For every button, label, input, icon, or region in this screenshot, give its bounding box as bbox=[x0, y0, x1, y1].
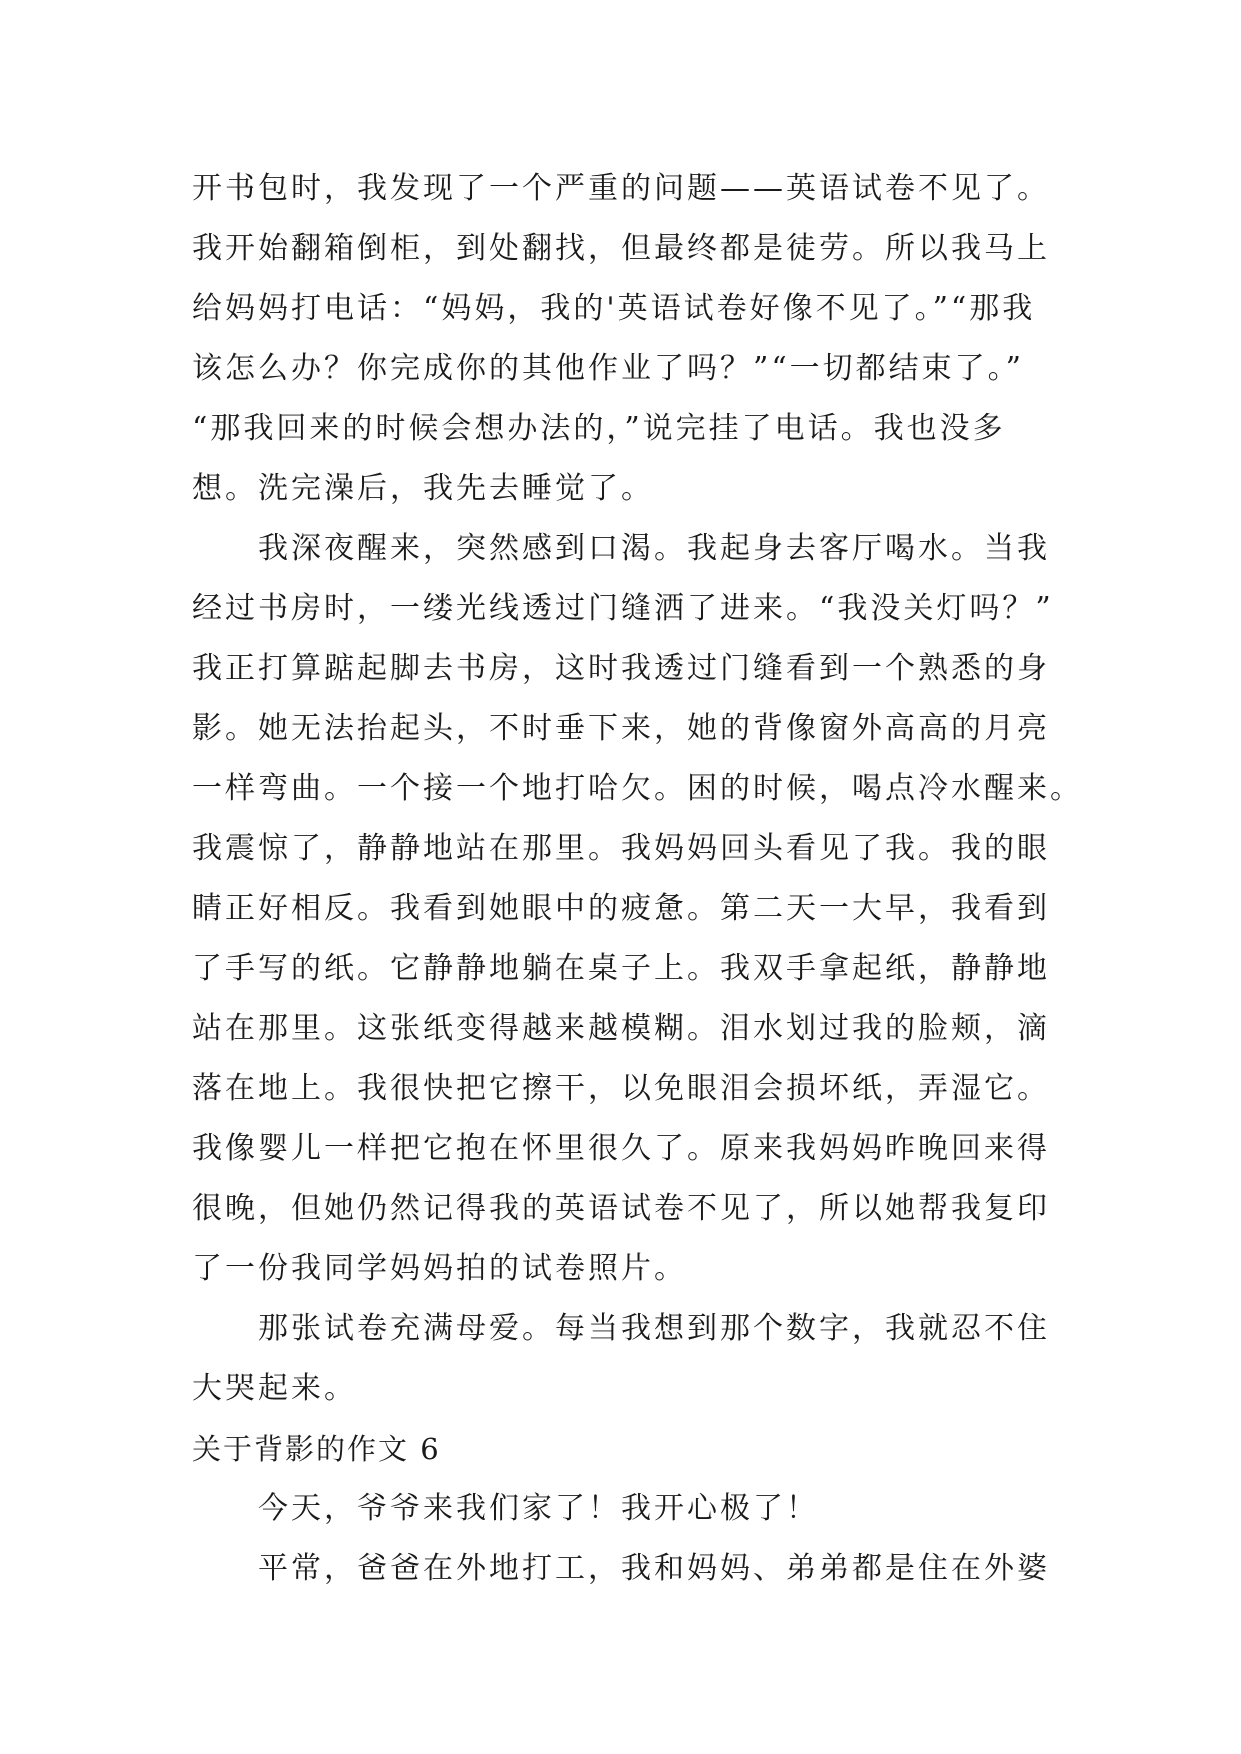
text-line: 那张试卷充满母爱。每当我想到那个数字，我就忍不住 bbox=[192, 1311, 1050, 1346]
text-line: 我像婴儿一样把它抱在怀里很久了。原来我妈妈昨晚回来得 bbox=[192, 1131, 1050, 1166]
text-line: 经过书房时，一缕光线透过门缝洒了进来。“我没关灯吗？” bbox=[192, 591, 1054, 626]
text-line: 了一份我同学妈妈拍的试卷照片。 bbox=[192, 1251, 687, 1286]
text-line: 我震惊了，静静地站在那里。我妈妈回头看见了我。我的眼 bbox=[192, 831, 1050, 866]
text-line: 站在那里。这张纸变得越来越模糊。泪水划过我的脸颊，滴 bbox=[192, 1011, 1050, 1046]
text-line: 我正打算踮起脚去书房，这时我透过门缝看到一个熟悉的身 bbox=[192, 651, 1050, 686]
text-line: 给妈妈打电话：“妈妈，我的'英语试卷好像不见了。”“那我 bbox=[192, 291, 1036, 326]
text-line: 很晚，但她仍然记得我的英语试卷不见了，所以她帮我复印 bbox=[192, 1191, 1050, 1226]
text-line: 大哭起来。 bbox=[192, 1371, 357, 1406]
text-line: 平常，爸爸在外地打工，我和妈妈、弟弟都是住在外婆 bbox=[192, 1551, 1050, 1586]
text-line: 我开始翻箱倒柜，到处翻找，但最终都是徒劳。所以我马上 bbox=[192, 231, 1050, 266]
text-line: 该怎么办？你完成你的其他作业了吗？”“一切都结束了。” bbox=[192, 351, 1025, 386]
text-line: 一样弯曲。一个接一个地打哈欠。困的时候，喝点冷水醒来。 bbox=[192, 771, 1083, 806]
section-heading: 关于背影的作文 6 bbox=[192, 1432, 441, 1466]
essay-body bbox=[192, 159, 1083, 1599]
text-line: 了手写的纸。它静静地躺在桌子上。我双手拿起纸，静静地 bbox=[192, 951, 1050, 986]
text-line: “那我回来的时候会想办法的，”说完挂了电话。我也没多 bbox=[192, 411, 1006, 446]
text-line: 今天，爷爷来我们家了！我开心极了！ bbox=[192, 1491, 819, 1526]
text-line: 想。洗完澡后，我先去睡觉了。 bbox=[192, 471, 654, 506]
text-line: 我深夜醒来，突然感到口渴。我起身去客厅喝水。当我 bbox=[192, 531, 1050, 566]
text-line: 落在地上。我很快把它擦干，以免眼泪会损坏纸，弄湿它。 bbox=[192, 1071, 1050, 1106]
text-line: 睛正好相反。我看到她眼中的疲惫。第二天一大早，我看到 bbox=[192, 891, 1050, 926]
text-line: 开书包时，我发现了一个严重的问题——英语试卷不见了。 bbox=[192, 171, 1050, 206]
text-line: 影。她无法抬起头，不时垂下来，她的背像窗外高高的月亮 bbox=[192, 711, 1050, 746]
